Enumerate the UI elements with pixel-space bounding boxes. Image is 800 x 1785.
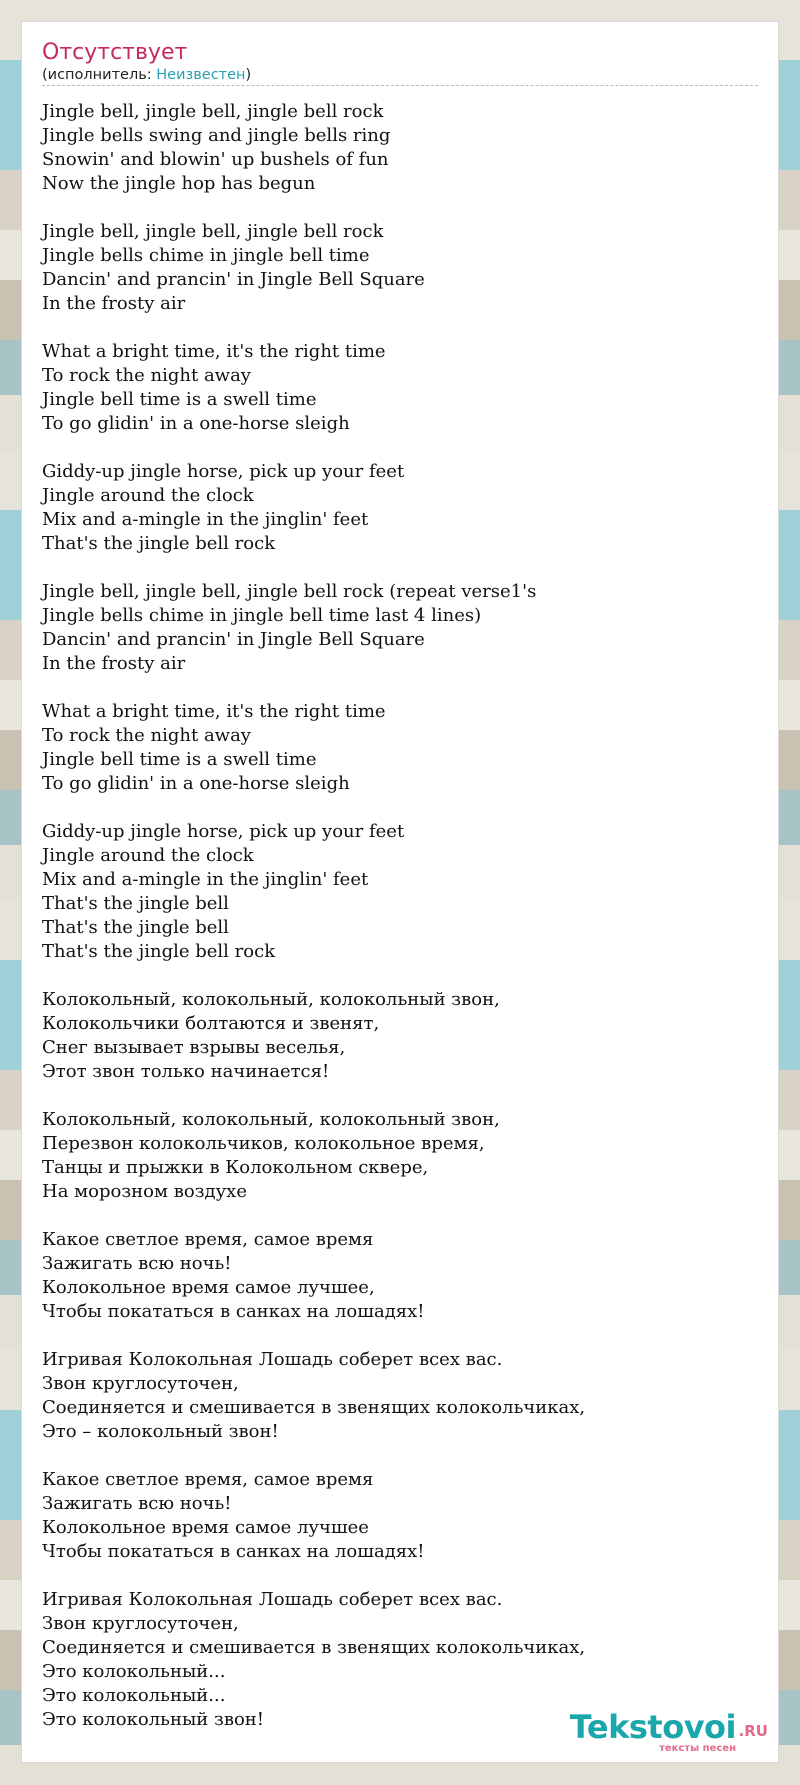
- stanza-gap: [42, 796, 758, 820]
- lyric-line: To go glidin' in a one-horse sleigh: [42, 773, 350, 794]
- lyric-line: Giddy-up jingle horse, pick up your feet: [42, 461, 405, 482]
- stanza-gap: [42, 964, 758, 988]
- lyric-line: Jingle bells chime in jingle bell time: [42, 245, 370, 266]
- lyric-line: Звон круглосуточен,: [42, 1373, 239, 1394]
- lyric-line: Игривая Колокольная Лошадь соберет всех вас.: [42, 1349, 503, 1370]
- lyric-line: Jingle bells chime in jingle bell time last 4 lines): [42, 605, 482, 626]
- logo-domain: .RU: [738, 1722, 768, 1740]
- logo-tagline: тексты песен: [659, 1743, 736, 1754]
- artist-suffix: ): [245, 67, 252, 83]
- lyric-line: Соединяется и смешивается в звенящих колокольчиках,: [42, 1397, 586, 1418]
- lyric-line: Игривая Колокольная Лошадь соберет всех вас.: [42, 1589, 503, 1610]
- site-logo[interactable]: [558, 1710, 768, 1754]
- lyric-line: Giddy-up jingle horse, pick up your feet: [42, 821, 405, 842]
- lyric-line: What a bright time, it's the right time: [42, 701, 386, 722]
- stanza-gap: [42, 436, 758, 460]
- lyric-line: Снег вызывает взрывы веселья,: [42, 1037, 346, 1058]
- lyric-line: Snowin' and blowin' up bushels of fun: [42, 149, 389, 170]
- lyric-line: That's the jingle bell rock: [42, 941, 276, 962]
- lyric-line: Jingle bell, jingle bell, jingle bell rock: [42, 221, 384, 242]
- lyric-line: Это колокольный...: [42, 1661, 226, 1682]
- lyrics-text: [42, 100, 758, 1732]
- stanza-gap: [42, 556, 758, 580]
- lyric-line: Это колокольный...: [42, 1685, 226, 1706]
- lyric-line: Jingle around the clock: [42, 845, 254, 866]
- lyric-line: Звон круглосуточен,: [42, 1613, 239, 1634]
- stanza-gap: [42, 1084, 758, 1108]
- lyric-line: На морозном воздухе: [42, 1181, 247, 1202]
- lyric-line: That's the jingle bell rock: [42, 533, 276, 554]
- lyric-line: Этот звон только начинается!: [42, 1061, 330, 1082]
- stanza-gap: [42, 1444, 758, 1468]
- lyric-line: Какое светлое время, самое время: [42, 1229, 374, 1250]
- lyric-line: What a bright time, it's the right time: [42, 341, 386, 362]
- lyric-line: Mix and a-mingle in the jinglin' feet: [42, 509, 369, 530]
- lyric-line: Now the jingle hop has begun: [42, 173, 316, 194]
- lyric-line: Это колокольный звон!: [42, 1709, 265, 1730]
- lyric-line: Колокольное время самое лучшее: [42, 1517, 369, 1538]
- song-header: [42, 40, 758, 86]
- lyric-line: Колокольный, колокольный, колокольный звон,: [42, 989, 500, 1010]
- lyric-line: Соединяется и смешивается в звенящих колокольчиках,: [42, 1637, 586, 1658]
- song-title: Отсутствует: [42, 40, 188, 65]
- lyric-line: In the frosty air: [42, 653, 186, 674]
- lyric-line: Колокольчики болтаются и звенят,: [42, 1013, 380, 1034]
- stanza-gap: [42, 676, 758, 700]
- lyric-line: To rock the night away: [42, 365, 251, 386]
- lyric-line: Это – колокольный звон!: [42, 1421, 279, 1442]
- lyric-line: Колокольный, колокольный, колокольный звон,: [42, 1109, 500, 1130]
- stanza-gap: [42, 1204, 758, 1228]
- lyric-line: Зажигать всю ночь!: [42, 1493, 232, 1514]
- lyric-line: Чтобы покататься в санках на лошадях!: [42, 1301, 425, 1322]
- lyric-line: Перезвон колокольчиков, колокольное время,: [42, 1133, 485, 1154]
- lyric-line: That's the jingle bell: [42, 893, 229, 914]
- stanza-gap: [42, 196, 758, 220]
- lyric-line: Танцы и прыжки в Колокольном сквере,: [42, 1157, 429, 1178]
- lyric-line: That's the jingle bell: [42, 917, 229, 938]
- lyric-line: In the frosty air: [42, 293, 186, 314]
- lyric-line: Колокольное время самое лучшее,: [42, 1277, 375, 1298]
- lyric-line: Чтобы покататься в санках на лошадях!: [42, 1541, 425, 1562]
- logo-wordmark: Tekstovoi: [569, 1708, 736, 1746]
- stanza-gap: [42, 1324, 758, 1348]
- lyric-line: Jingle bells swing and jingle bells ring: [42, 125, 391, 146]
- lyric-line: Jingle bell time is a swell time: [42, 389, 317, 410]
- stanza-gap: [42, 1564, 758, 1588]
- artist-prefix: (исполнитель:: [42, 67, 157, 83]
- lyrics-card: [22, 22, 778, 1762]
- artist-line: [42, 66, 758, 84]
- stanza-gap: [42, 316, 758, 340]
- lyric-line: Dancin' and prancin' in Jingle Bell Square: [42, 629, 425, 650]
- lyric-line: Jingle bell, jingle bell, jingle bell rock (repeat verse1's: [42, 581, 537, 602]
- lyric-line: To rock the night away: [42, 725, 251, 746]
- lyric-line: Jingle bell, jingle bell, jingle bell rock: [42, 101, 384, 122]
- lyric-line: Какое светлое время, самое время: [42, 1469, 374, 1490]
- lyric-line: Jingle around the clock: [42, 485, 254, 506]
- lyric-line: Mix and a-mingle in the jinglin' feet: [42, 869, 369, 890]
- lyric-line: Зажигать всю ночь!: [42, 1253, 232, 1274]
- lyric-line: To go glidin' in a one-horse sleigh: [42, 413, 350, 434]
- lyric-line: Jingle bell time is a swell time: [42, 749, 317, 770]
- lyric-line: Dancin' and prancin' in Jingle Bell Square: [42, 269, 425, 290]
- artist-link[interactable]: Неизвестен: [156, 67, 246, 83]
